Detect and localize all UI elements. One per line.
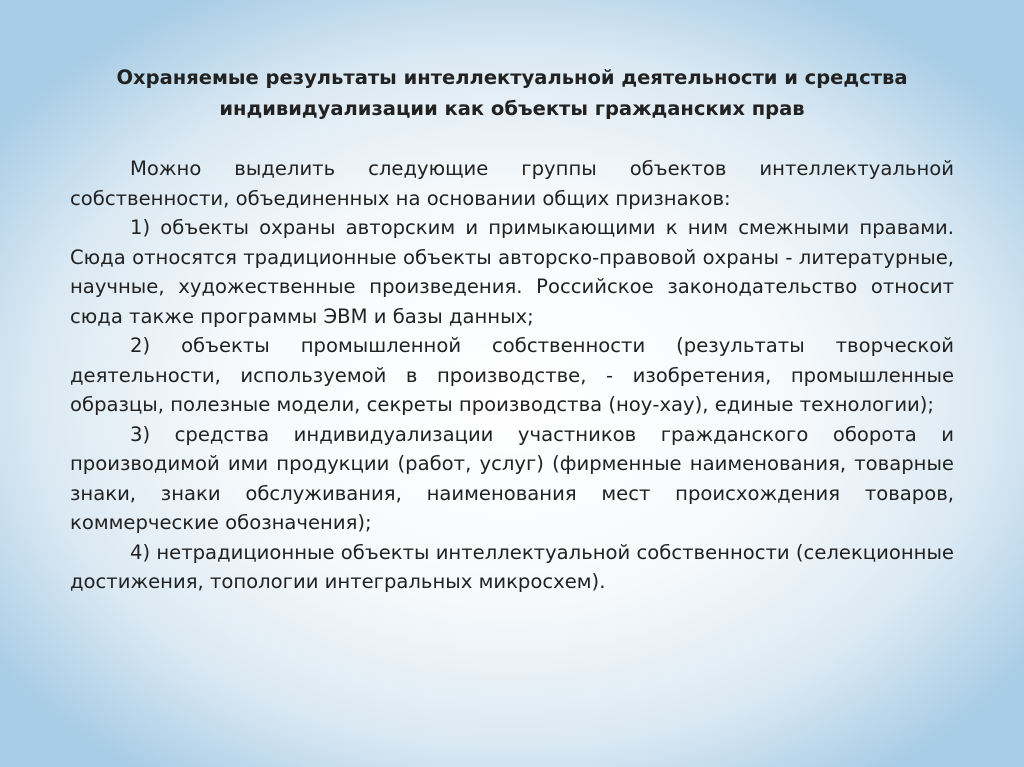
paragraph-item-2: 2) объекты промышленной собственности (результаты творческой деятельности, используемой в производстве, - изобретения, промышленные образцы, полезные модели, секреты производства (ноу-хау), единые технологии); bbox=[70, 334, 954, 416]
paragraph-item-1: 1) объекты охраны авторским и примыкающими к ним смежными правами. Сюда относятся традиционные объекты авторско-правовой охраны - литературные, научные, художественные произведения. Российское законодательство относит сюда также программы ЭВМ и базы данных; bbox=[70, 216, 954, 328]
slide-title: Охраняемые результаты интеллектуальной деятельности и средства индивидуализации как объекты гражданских прав bbox=[116, 66, 908, 120]
paragraph-intro: Можно выделить следующие группы объектов интеллектуальной собственности, объединенных на основании общих признаков: bbox=[70, 157, 954, 210]
paragraph-item-3: 3) средства индивидуализации участников гражданского оборота и производимой ими продукции (работ, услуг) (фирменные наименования, товарные знаки, знаки обслуживания, наименования мест происхождения товаров, коммерческие обозначения); bbox=[70, 422, 954, 534]
slide-body bbox=[70, 154, 954, 597]
paragraph-item-4: 4) нетрадиционные объекты интеллектуальной собственности (селекционные достижения, топологии интегральных микросхем). bbox=[70, 540, 954, 593]
